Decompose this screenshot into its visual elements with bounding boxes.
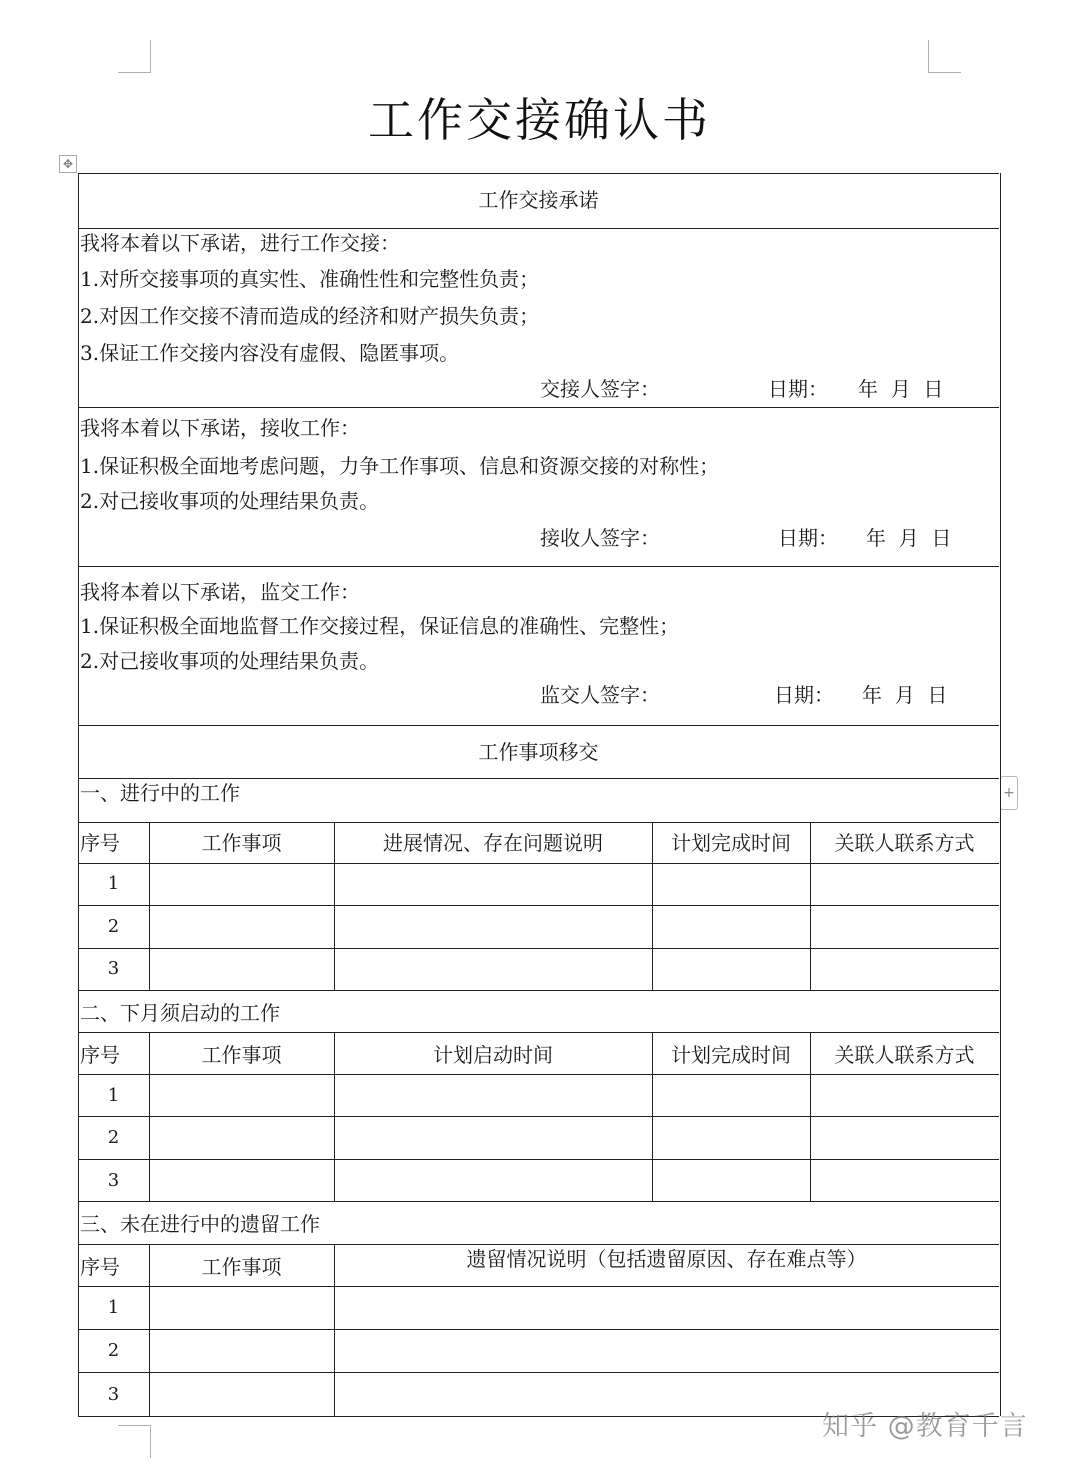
column-header: 序号 xyxy=(80,831,120,855)
supervise-item: 2.对己接收事项的处理结果负责。 xyxy=(80,649,380,673)
receive-item: 1.保证积极全面地考虑问题，力争工作事项、信息和资源交接的对称性； xyxy=(80,454,720,478)
column-header: 计划完成时间 xyxy=(671,1043,791,1067)
table-rule xyxy=(78,948,999,949)
table-rule xyxy=(78,1116,999,1117)
column-header: 工作事项 xyxy=(201,1043,282,1067)
table-rule xyxy=(78,778,999,779)
column-header: 进展情况、存在问题说明 xyxy=(383,831,603,855)
table-rule xyxy=(78,1329,999,1330)
column-header: 关联人联系方式 xyxy=(834,1043,975,1067)
column-header: 序号 xyxy=(80,1255,120,1279)
row-number: 2 xyxy=(107,1127,120,1148)
receive-item: 2.对己接收事项的处理结果负责。 xyxy=(80,489,380,513)
table-rule xyxy=(78,863,999,864)
pledge-header: 工作交接承诺 xyxy=(478,188,599,212)
column-header: 遗留情况说明（包括遗留原因、存在难点等） xyxy=(466,1247,867,1271)
table-rule xyxy=(78,228,999,229)
column-header: 工作事项 xyxy=(201,831,282,855)
column-header: 计划完成时间 xyxy=(671,831,791,855)
row-number: 1 xyxy=(107,1297,120,1318)
table-move-handle-icon[interactable]: ✥ xyxy=(59,155,77,173)
watermark: 知乎 @教育千言 xyxy=(822,1411,1028,1442)
table-rule xyxy=(78,173,999,174)
column-header: 关联人联系方式 xyxy=(834,831,975,855)
margin-corner-top-left xyxy=(118,40,151,73)
row-number: 3 xyxy=(107,1384,120,1405)
column-header: 工作事项 xyxy=(201,1255,282,1279)
table-rule xyxy=(78,1286,999,1287)
section-title: 一、进行中的工作 xyxy=(80,781,240,805)
add-column-icon[interactable]: + xyxy=(1000,776,1018,810)
table-rule xyxy=(78,407,999,408)
table-rule xyxy=(78,1074,999,1075)
handover-item: 1.对所交接事项的真实性、准确性性和完整性负责； xyxy=(80,267,540,291)
handover-date-fields[interactable]: 年 月 日 xyxy=(858,377,944,401)
table-rule xyxy=(78,905,999,906)
handover-item: 3.保证工作交接内容没有虚假、隐匿事项。 xyxy=(80,341,460,365)
transfer-header: 工作事项移交 xyxy=(478,740,599,764)
handover-intro: 我将本着以下承诺，进行工作交接： xyxy=(80,231,400,255)
receive-sign-label: 接收人签字： xyxy=(540,526,660,550)
receive-date-label: 日期： xyxy=(778,526,838,550)
table-rule xyxy=(78,822,999,823)
column-header: 计划启动时间 xyxy=(433,1043,553,1067)
receive-intro: 我将本着以下承诺，接收工作： xyxy=(80,416,360,440)
supervise-item: 1.保证积极全面地监督工作交接过程，保证信息的准确性、完整性； xyxy=(80,614,680,638)
row-number: 2 xyxy=(107,916,120,937)
row-number: 2 xyxy=(107,1340,120,1361)
row-number: 3 xyxy=(107,1170,120,1191)
document-title: 工作交接确认书 xyxy=(368,93,711,147)
handover-date-label: 日期： xyxy=(768,377,828,401)
row-number: 1 xyxy=(107,1085,120,1106)
table-rule xyxy=(78,1032,999,1033)
handover-item: 2.对因工作交接不清而造成的经济和财产损失负责； xyxy=(80,304,540,328)
margin-corner-bottom-left xyxy=(118,1425,151,1458)
row-number: 1 xyxy=(107,873,120,894)
supervise-intro: 我将本着以下承诺，监交工作： xyxy=(80,580,360,604)
table-rule xyxy=(78,1159,999,1160)
row-number: 3 xyxy=(107,958,120,979)
column-header: 序号 xyxy=(80,1043,120,1067)
supervise-sign-label: 监交人签字： xyxy=(540,683,660,707)
handover-sign-label: 交接人签字： xyxy=(540,377,660,401)
table-rule xyxy=(78,1201,999,1202)
table-rule xyxy=(78,566,999,567)
table-rule xyxy=(78,990,999,991)
margin-corner-top-right xyxy=(928,40,961,73)
table-rule xyxy=(78,1244,999,1245)
supervise-date-fields[interactable]: 年 月 日 xyxy=(862,683,948,707)
table-rule xyxy=(78,1372,999,1373)
table-rule xyxy=(78,725,999,726)
section-title: 二、下月须启动的工作 xyxy=(80,1001,280,1025)
supervise-date-label: 日期： xyxy=(774,683,834,707)
receive-date-fields[interactable]: 年 月 日 xyxy=(866,526,952,550)
section-title: 三、未在进行中的遗留工作 xyxy=(80,1212,320,1236)
